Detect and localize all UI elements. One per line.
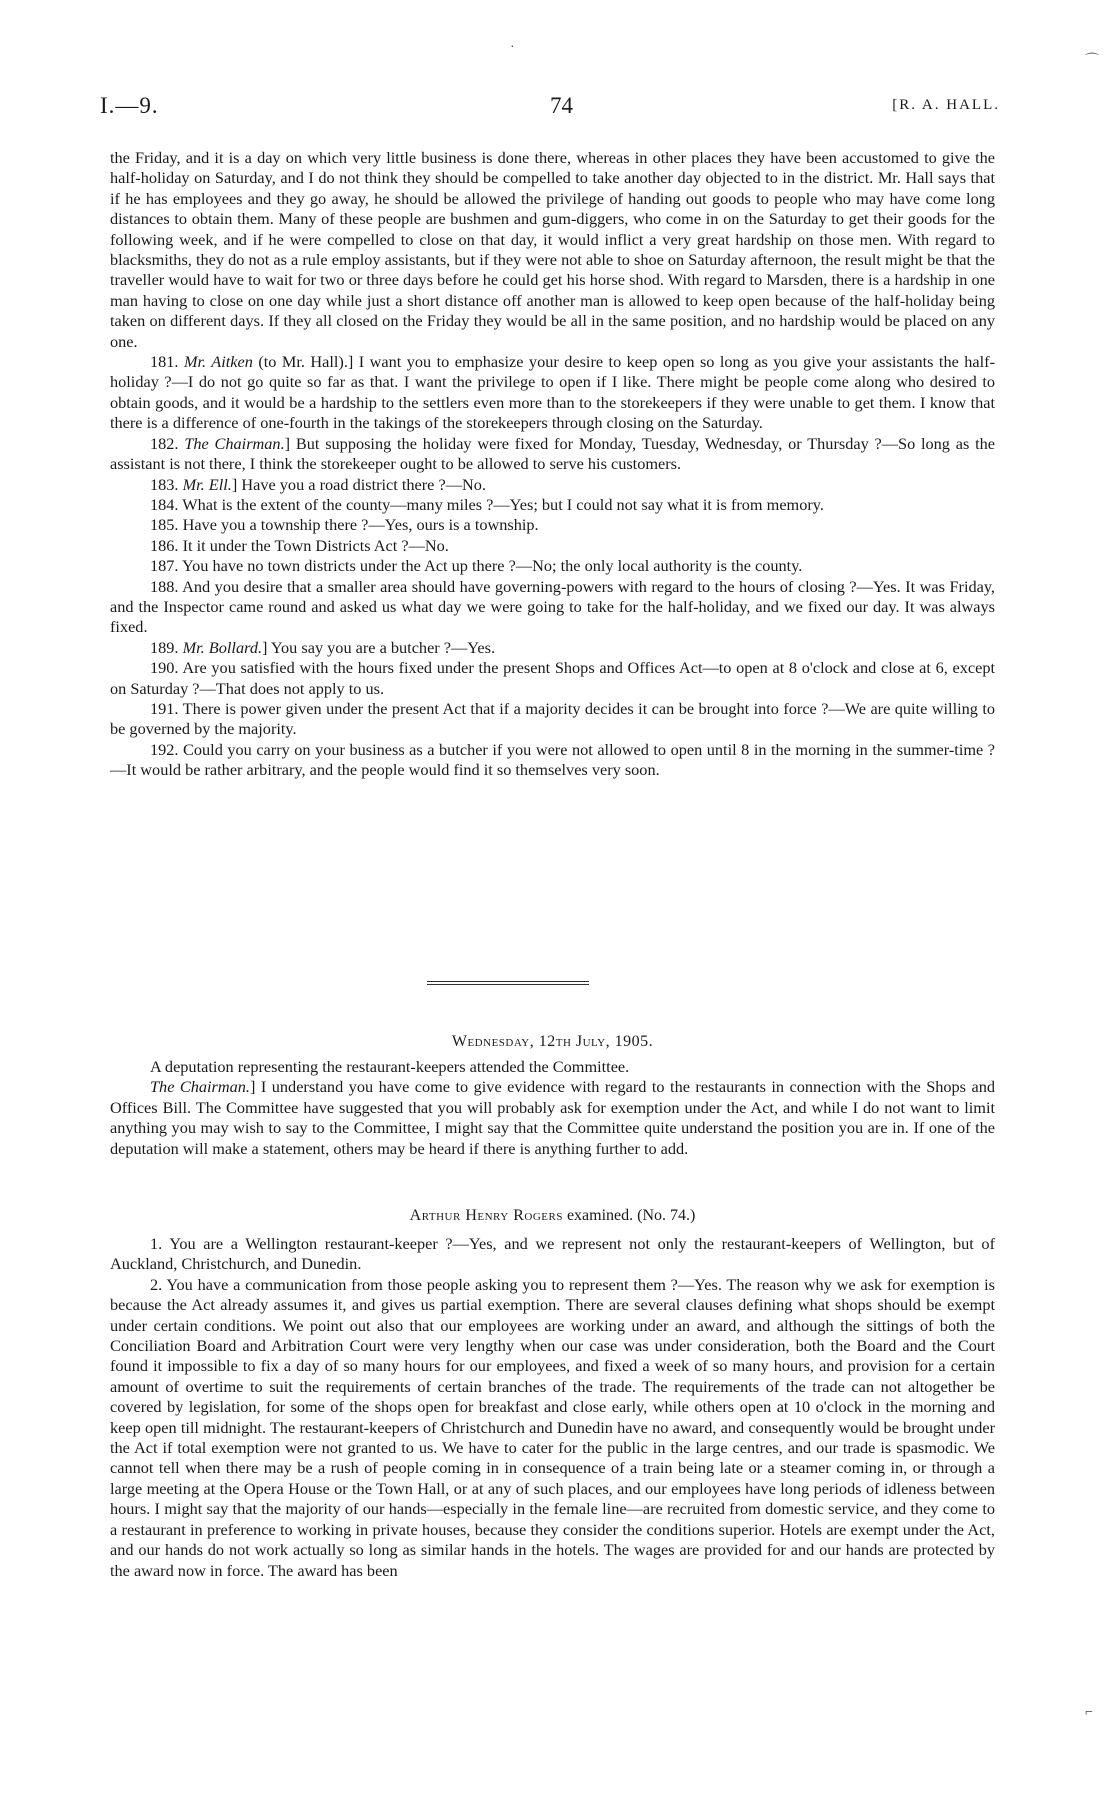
question-answer-183 (110, 475, 995, 495)
question-text: It it under the Town Districts Act ?—No. (182, 535, 449, 555)
scan-speck: · (510, 40, 515, 55)
question-answer-1 (110, 1234, 995, 1275)
question-text: I want you to emphasize your desire to keep open so long as you give your assistants the half-holiday ?—I do not go quite so far as that. I want the privilege to open if I like. There might be people come along who desired to obtain goods, and it would be a hardship to the settlers even more than to the storekeepers if they were unable to get them. I know that there is a difference of one-fourth in the takings of the storekeepers through closing on the Saturday. (110, 352, 995, 433)
question-text: Are you satisfied with the hours fixed under the present Shops and Offices Act—to open at 8 o'clock and close at 6, except on Saturday ?—That does not apply to us. (110, 658, 995, 698)
question-number: 181. (150, 352, 179, 372)
questioner-suffix: (to Mr. Hall).] (252, 352, 354, 372)
question-number: 183. (150, 474, 179, 494)
evidence-block-continued (110, 148, 995, 781)
question-answer-181 (110, 352, 995, 434)
deputation-block (110, 1057, 995, 1159)
question-text: You say you are a butcher ?—Yes. (267, 637, 496, 657)
question-list-part1 (110, 352, 995, 781)
question-number: 184. (150, 494, 179, 514)
question-text: You have no town districts under the Act up there ?—No; the only local authority is the county. (181, 556, 803, 576)
question-text: You are a Wellington restaurant-keeper ?—Yes, and we represent not only the restaurant-keepers of Wellington, but of Auckland, Christchurch, and Dunedin. (110, 1234, 995, 1274)
question-answer-190 (110, 658, 995, 699)
questioner-suffix: ] (262, 637, 268, 657)
question-answer-191 (110, 699, 995, 740)
question-answer-186 (110, 536, 995, 556)
question-answer-189 (110, 638, 995, 658)
speaker-running-head: [R. A. HALL. (892, 97, 1000, 113)
questioner-name: Mr. Aitken (183, 352, 253, 372)
question-text: What is the extent of the county—many miles ?—Yes; but I could not say what it is from memory. (182, 494, 824, 514)
session-date-heading: Wednesday, 12th July, 1905. (451, 1033, 654, 1050)
page-header (100, 93, 1000, 123)
questioner-suffix: ] (231, 474, 238, 494)
question-text: There is power given under the present Act that if a majority decides it can be brought into force ?—We are quite willing to be governed by the majority. (110, 698, 995, 739)
question-text: But supposing the holiday were fixed for Monday, Tuesday, Wednesday, or Thursday ?—So long as the assistant is not there, I think the storekeeper ought to be allowed to serve his customers. (110, 433, 995, 474)
question-text: You have a communication from those people asking you to represent them ?—Yes. The reason why we ask for exemption is because the Act already assumes it, and gives us partial exemption. There are several clauses defining what shops should be exempt under certain conditions. We point out also that our employees are working under an award, and although the sittings of both the Conciliation Board and Arbitration Court were very lengthy when our case was under consideration, both the Board and the Court found it impossible to fix a day of so many hours for our employees, and fixed a week of so many hours, and provision for a certain amount of overtime to suit the requirements of certain branches of the trade. The requirements of the trade can not altogether be covered by legislation, for some of the shops open for breakfast and close early, while others open at 10 o'clock in the morning and keep open till midnight. The restaurant-keepers of Christchurch and Dunedin have no award, and consequently would be brought under the Act if total exemption were not granted to us. We have to cater for the public in the large centres, and our trade is spasmodic. We cannot tell when there may be a rush of people coming in in consequence of a train being late or a steamer coming in, or through a large meeting at the Opera House or the Town Hall, or at any of such places, and our employees have long periods of idleness between hours. I might say that the majority of our hands—especially in the female line—are recruited from domestic service, and they come to a restaurant in preference to working in private houses, because they consider the conditions superior. Hotels are exempt under the Act, and our hands do not work actually so long as similar hands in the hotels. The wages are provided for and our hands are protected by the award now in force. The award has been (110, 1274, 996, 1580)
question-number: 188. (150, 576, 179, 596)
question-number: 186. (150, 535, 179, 555)
question-list-part2 (110, 1234, 995, 1581)
scan-mark-top-right: ⌒ (1085, 54, 1099, 69)
scan-mark-bottom-right: ⌐ (1085, 1705, 1093, 1720)
question-text: Have you a road district there ?—No. (237, 474, 486, 494)
question-text: And you desire that a smaller area should have governing-powers with regard to the hours of closing ?—Yes. It was Friday, and the Inspector came round and asked us what day we were going to take for the half-holiday, and we fixed our day. It was always fixed. (110, 576, 995, 637)
witness-name: Arthur Henry Rogers (409, 1207, 563, 1224)
deputation-intro: A deputation representing the restaurant-keepers attended the Committee. (150, 1057, 630, 1076)
parliamentary-paper-ref: I.—9. (100, 93, 159, 118)
question-number: 189. (150, 637, 179, 657)
question-number: 182. (150, 433, 179, 453)
question-number: 2. (150, 1274, 163, 1294)
question-answer-182 (110, 434, 995, 475)
question-number: 192. (150, 739, 179, 759)
question-number: 185. (150, 515, 179, 535)
question-answer-184 (110, 495, 995, 515)
question-number: 187. (150, 556, 179, 576)
question-answer-185 (110, 515, 995, 535)
question-number: 191. (150, 698, 179, 718)
chairman-speaker: The Chairman. (150, 1077, 250, 1097)
witness-evidence-block (110, 1234, 995, 1581)
chairman-text: ] I understand you have come to give evidence with regard to the restaurants in connection with the Shops and Offices Bill. The Committee have suggested that you will probably ask for exemption under the Act, and while I do not want to limit anything you may wish to say to the Committee, I might say that the Committee quite understand the position you are in. If one of the deputation will make a statement, others may be heard if there is anything further to add. (110, 1077, 995, 1158)
question-answer-192 (110, 740, 995, 781)
chairman-statement (110, 1077, 995, 1159)
question-number: 190. (150, 658, 179, 678)
witness-heading (110, 1207, 995, 1225)
question-answer-187 (110, 556, 995, 576)
section-divider (427, 981, 589, 985)
question-text: Could you carry on your business as a butcher if you were not allowed to open until 8 in the morning in the summer-time ?—It would be rather arbitrary, and the people would find it so themselves very soon. (110, 739, 995, 780)
question-answer-188 (110, 577, 995, 638)
witness-suffix: examined. (No. 74.) (562, 1207, 696, 1224)
question-text: Have you a township there ?—Yes, ours is a township. (182, 515, 539, 535)
questioner-name: The Chairman. (184, 433, 285, 453)
questioner-suffix: ] (284, 433, 291, 453)
question-number: 1. (150, 1234, 163, 1253)
questioner-name: Mr. Bollard. (182, 637, 263, 657)
question-answer-2 (110, 1275, 995, 1581)
page-number: 74 (550, 93, 573, 118)
continued-paragraph: the Friday, and it is a day on which very little business is done there, whereas in other places they have been accustomed to give the half-holiday on Saturday, and I do not think they should be compelled to take another day objected to in the district. Mr. Hall says that if he has employees and they go away, he should be allowed the privilege of handing out goods to people who may have come long distances to obtain them. Many of these people are bushmen and gum-diggers, who come in on the Saturday to get their goods for the following week, and if he were compelled to close on that day, it would inflict a very great hardship on those men. With regard to blacksmiths, they do not as a rule employ assistants, but if they were not able to shoe on Saturday afternoon, the result might be that the traveller would have to wait for two or three days before he could get his horse shod. With regard to Marsden, there is a hardship in one man having to close on one day while just a short distance off another man is allowed to keep open because of the half-holiday being taken on different days. If they all closed on the Friday they would be all in the same position, and no hardship would be placed on any one. (110, 148, 995, 351)
questioner-name: Mr. Ell. (182, 474, 232, 494)
